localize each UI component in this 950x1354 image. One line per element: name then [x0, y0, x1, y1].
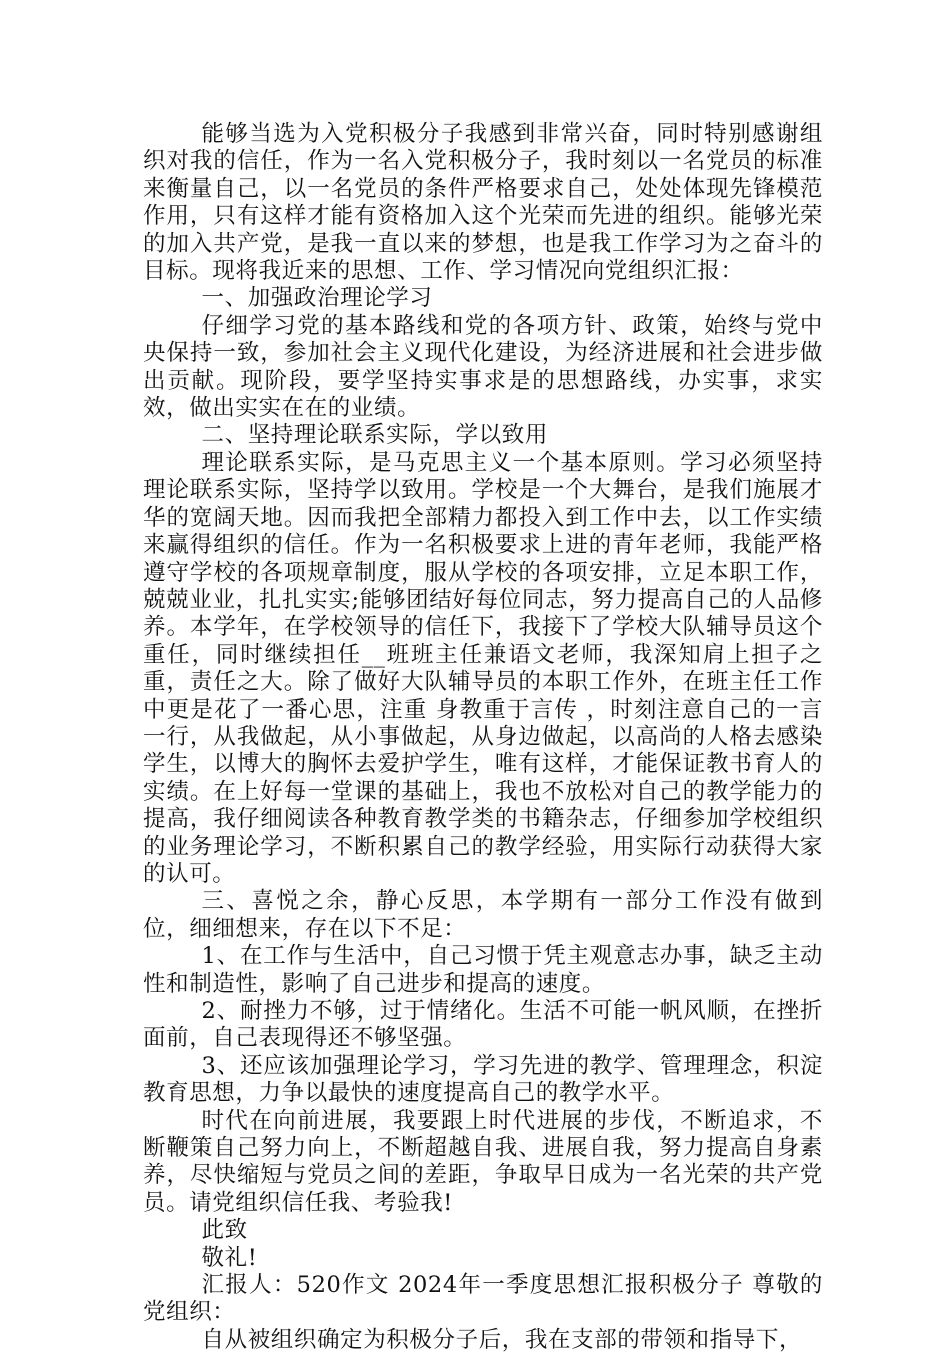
closing-salutation: 此致	[201, 1217, 248, 1244]
conclusion-paragraph: 时代在向前进展，我要跟上时代进展的步伐，不断追求，不断鞭策自己努力向上，不断超越自我、进展自我，努力提高自身素养，尽快缩短与党员之间的差距，争取早日成为一名光荣的共产党员。请党组织信任我、考验我!	[143, 1107, 823, 1216]
reporter-line: 汇报人：520作文 2024年一季度思想汇报积极分子 尊敬的党组织：	[143, 1272, 823, 1326]
section-heading-1: 一、加强政治理论学习	[201, 285, 433, 312]
shortcoming-3: 3、还应该加强理论学习，学习先进的教学、管理理念，积淀教育思想，力争以最快的速度提高自己的教学水平。	[143, 1052, 823, 1107]
section-1-paragraph: 仔细学习党的基本路线和党的各项方针、政策，始终与党中央保持一致，参加社会主义现代化建设，为经济进展和社会进步做出贡献。现阶段，要学坚持实事求是的思想路线，办实事，求实效，做出实实在在的业绩。	[143, 312, 823, 422]
intro-paragraph: 能够当选为入党积极分子我感到非常兴奋，同时特别感谢组织对我的信任，作为一名入党积极分子，我时刻以一名党员的标准来衡量自己，以一名党员的条件严格要求自己，处处体现先锋模范作用，只有这样才能有资格加入这个光荣而先进的组织。能够光荣的加入共产党，是我一直以来的梦想，也是我工作学习为之奋斗的目标。现将我近来的思想、工作、学习情况向党组织汇报：	[143, 121, 823, 285]
shortcoming-2: 2、耐挫力不够，过于情绪化。生活不可能一帆风顺，在挫折面前，自己表现得还不够坚强。	[143, 998, 823, 1052]
section-heading-3: 三、喜悦之余，静心反思，本学期有一部分工作没有做到位，细细想来，存在以下不足：	[143, 888, 823, 942]
next-report-opening: 自从被组织确定为积极分子后，我在支部的带领和指导下，	[201, 1326, 803, 1353]
section-2-paragraph: 理论联系实际，是马克思主义一个基本原则。学习必须坚持理论联系实际，坚持学以致用。学校是一个大舞台，是我们施展才华的宽阔天地。因而我把全部精力都投入到工作中去，以工作实绩来赢得组织的信任。作为一名积极要求上进的青年老师，我能严格遵守学校的各项规章制度，服从学校的各项安排，立足本职工作，兢兢业业，扎扎实实;能够团结好每位同志，努力提高自己的人品修养。本学年，在学校领导的信任下，我接下了学校大队辅导员这个重任，同时继续担任__班班主任兼语文老师，我深知肩上担子之重，责任之大。除了做好大队辅导员的本职工作外，在班主任工作中更是花了一番心思，注重 身教重于言传 ，时刻注意自己的一言一行，从我做起，从小事做起，从身边做起，以高尚的人格去感染学生，以博大的胸怀去爱护学生，唯有这样，才能保证教书育人的实绩。在上好每一堂课的基础上，我也不放松对自己的教学能力的提高，我仔细阅读各种教育教学类的书籍杂志，仔细参加学校组织的业务理论学习，不断积累自己的教学经验，用实际行动获得大家的认可。	[143, 449, 823, 887]
document-body	[143, 121, 823, 1354]
section-heading-2: 二、坚持理论联系实际，学以致用	[201, 422, 549, 449]
shortcoming-1: 1、在工作与生活中，自己习惯于凭主观意志办事，缺乏主动性和制造性，影响了自己进步和提高的速度。	[143, 943, 823, 997]
closing-regards: 敬礼!	[201, 1244, 258, 1271]
